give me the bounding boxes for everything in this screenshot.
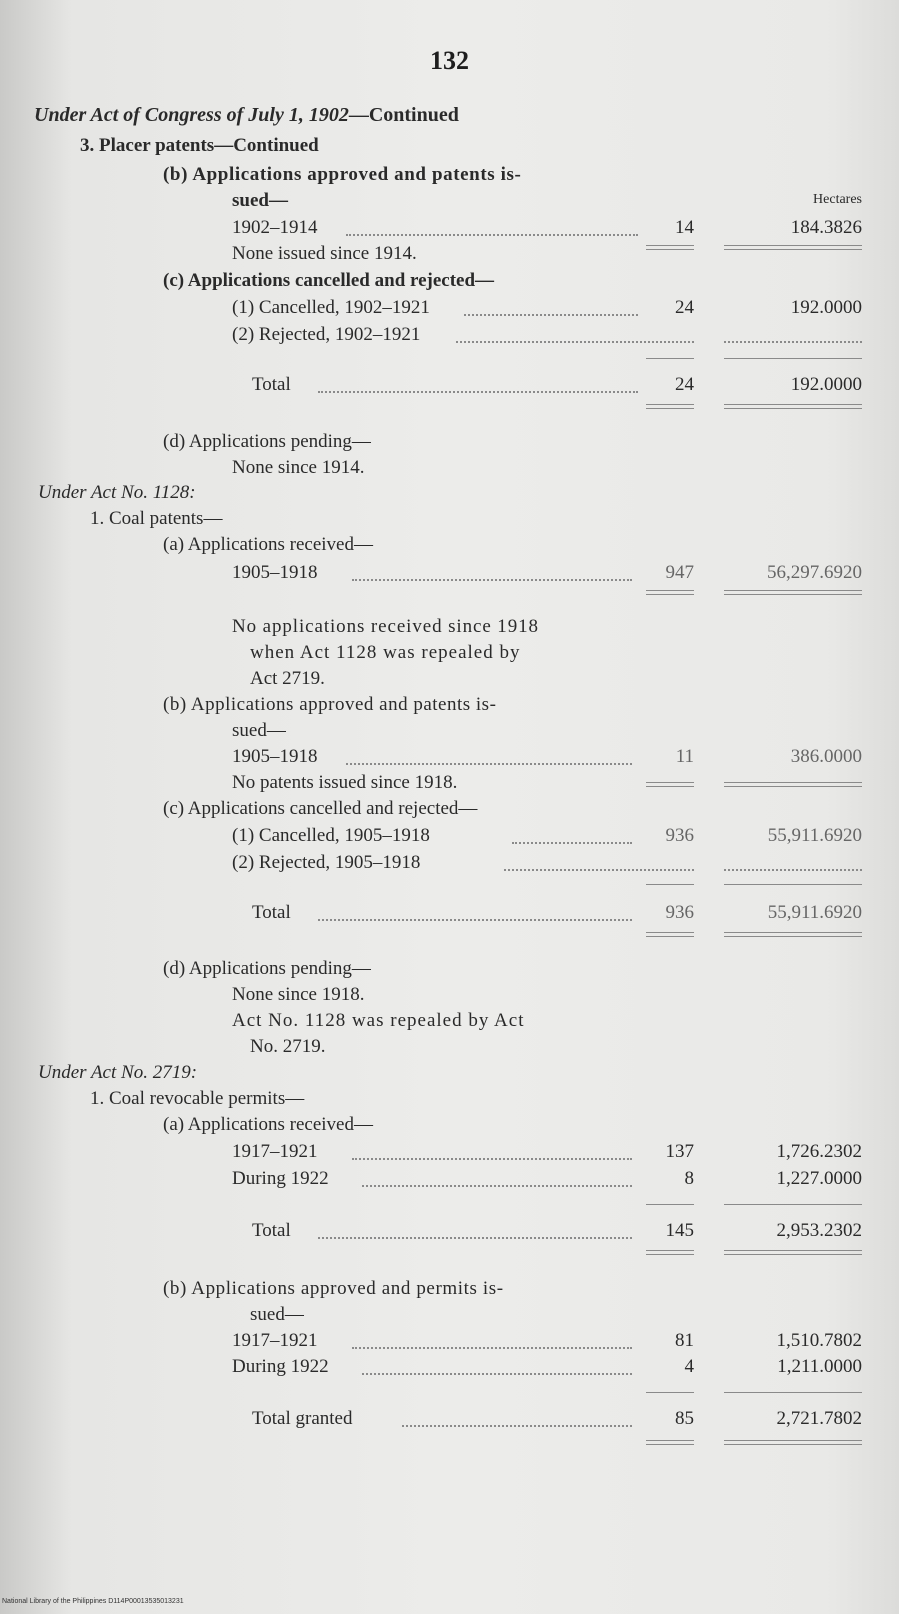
s3-b-row2-area: 1,211.0000 [777,1356,862,1377]
double-rule [724,932,862,937]
double-rule [646,1250,694,1255]
s3-b-total-label: Total granted [252,1408,353,1429]
s3-a-label: (a) Applications received— [163,1114,373,1135]
single-rule [724,1204,862,1205]
s3-a-total-area: 2,953.2302 [776,1220,862,1241]
section-heading-act-1128: Under Act No. 1128: [38,482,196,503]
s1-b-label-line2: sued— [232,190,288,211]
double-rule [724,590,862,595]
double-rule [724,782,862,787]
s3-b-total-area: 2,721.7802 [776,1408,862,1429]
s2-b-label-line1: (b) Applications approved and patents is- [163,694,497,715]
leader-dots [504,869,694,871]
s1-c-total-area: 192.0000 [790,374,862,395]
single-rule [724,1392,862,1393]
double-rule [646,590,694,595]
s2-c-label: (c) Applications cancelled and rejected— [163,798,478,819]
single-rule [646,1392,694,1393]
s2-c-row1-count: 936 [665,825,694,846]
leader-dots [352,1158,632,1160]
s3-b-row2-label: During 1922 [232,1356,329,1377]
subsection-coal-patents: 1. Coal patents— [90,508,223,529]
double-rule [646,245,694,250]
double-rule [646,782,694,787]
s1-d-label: (d) Applications pending— [163,431,371,452]
s2-d-note-line3: No. 2719. [250,1036,326,1057]
leader-dots [346,763,632,765]
s2-d-note-line2: Act No. 1128 was repealed by Act [232,1010,525,1031]
s2-b-label-line2: sued— [232,720,286,741]
s1-c-total-label: Total [252,374,291,395]
s1-b-label-line1: (b) Applications approved and patents is- [163,164,522,185]
leader-dots [724,869,862,871]
s3-b-label-line1: (b) Applications approved and permits is- [163,1278,504,1299]
subsection-placer-patents: 3. Placer patents—Continued [80,135,319,156]
leader-dots [318,391,638,393]
single-rule [646,358,694,359]
double-rule [646,1440,694,1445]
s2-c-row1-area: 55,911.6920 [767,825,862,846]
leader-dots [464,314,638,316]
s2-b-note: No patents issued since 1918. [232,772,458,793]
single-rule [724,884,862,885]
s2-a-row1-area: 56,297.6920 [767,562,862,583]
leader-dots [318,919,632,921]
s2-b-row1-label: 1905–1918 [232,746,318,767]
s3-b-row1-count: 81 [675,1330,694,1351]
single-rule [724,358,862,359]
subsection-coal-revocable-permits: 1. Coal revocable permits— [90,1088,305,1109]
leader-dots [318,1237,632,1239]
s3-a-total-label: Total [252,1220,291,1241]
s3-b-total-count: 85 [675,1408,694,1429]
s3-a-row1-count: 137 [665,1141,694,1162]
scan-footer-credit: National Library of the Philippines D114P00013535013231 [2,1598,184,1605]
s3-b-row2-count: 4 [684,1356,694,1377]
leader-dots [512,842,632,844]
leader-dots [346,234,638,236]
double-rule [724,1440,862,1445]
leader-dots [362,1185,632,1187]
s3-a-row1-area: 1,726.2302 [776,1141,862,1162]
s2-a-label: (a) Applications received— [163,534,373,555]
s1-d-note: None since 1914. [232,457,365,478]
s3-a-row2-area: 1,227.0000 [776,1168,862,1189]
s1-c-label: (c) Applications cancelled and rejected— [163,270,495,291]
s2-a-note-line2: when Act 1128 was repealed by [250,642,521,663]
s2-c-row2-label: (2) Rejected, 1905–1918 [232,852,421,873]
s1-c-row1-count: 24 [675,297,694,318]
s1-c-row1-area: 192.0000 [790,297,862,318]
leader-dots [362,1373,632,1375]
double-rule [724,404,862,409]
s1-b-note: None issued since 1914. [232,243,417,264]
double-rule [724,245,862,250]
single-rule [646,884,694,885]
section-heading-continued: —Continued [348,104,459,126]
double-rule [724,1250,862,1255]
s3-b-row1-area: 1,510.7802 [776,1330,862,1351]
s3-b-label-line2: sued— [250,1304,304,1325]
s1-c-row2-label: (2) Rejected, 1902–1921 [232,324,421,345]
s3-a-row2-label: During 1922 [232,1168,329,1189]
leader-dots [352,1347,632,1349]
s3-a-row2-count: 8 [684,1168,694,1189]
section-heading-act-congress [34,100,459,130]
s2-c-total-label: Total [252,902,291,923]
leader-dots [352,579,632,581]
s1-c-row1-label: (1) Cancelled, 1902–1921 [232,297,430,318]
s2-b-row1-area: 386.0000 [790,746,862,767]
s1-b-row1-count: 14 [675,217,694,238]
page-number: 132 [430,46,469,75]
s2-a-row1-count: 947 [665,562,694,583]
double-rule [646,404,694,409]
s2-a-row1-label: 1905–1918 [232,562,318,583]
column-header-hectares: Hectares [813,192,862,207]
s2-c-row1-label: (1) Cancelled, 1905–1918 [232,825,430,846]
single-rule [646,1204,694,1205]
section-heading-act-2719: Under Act No. 2719: [38,1062,198,1083]
double-rule [646,932,694,937]
leader-dots [402,1425,632,1427]
s1-c-total-count: 24 [675,374,694,395]
s3-a-row1-label: 1917–1921 [232,1141,318,1162]
s3-a-total-count: 145 [665,1220,694,1241]
section-heading-italic: Under Act of Congress of July 1, 1902 [34,104,349,126]
s3-b-row1-label: 1917–1921 [232,1330,318,1351]
s1-b-row1-area: 184.3826 [790,217,862,238]
s2-a-note-line1: No applications received since 1918 [232,616,539,637]
s2-d-note-line1: None since 1918. [232,984,365,1005]
s1-b-row1-label: 1902–1914 [232,217,318,238]
s2-d-label: (d) Applications pending— [163,958,371,979]
s2-b-row1-count: 11 [675,746,694,767]
leader-dots [724,341,862,343]
s2-c-total-count: 936 [665,902,694,923]
leader-dots [456,341,694,343]
s2-c-total-area: 55,911.6920 [767,902,862,923]
s2-a-note-line3: Act 2719. [250,668,325,689]
